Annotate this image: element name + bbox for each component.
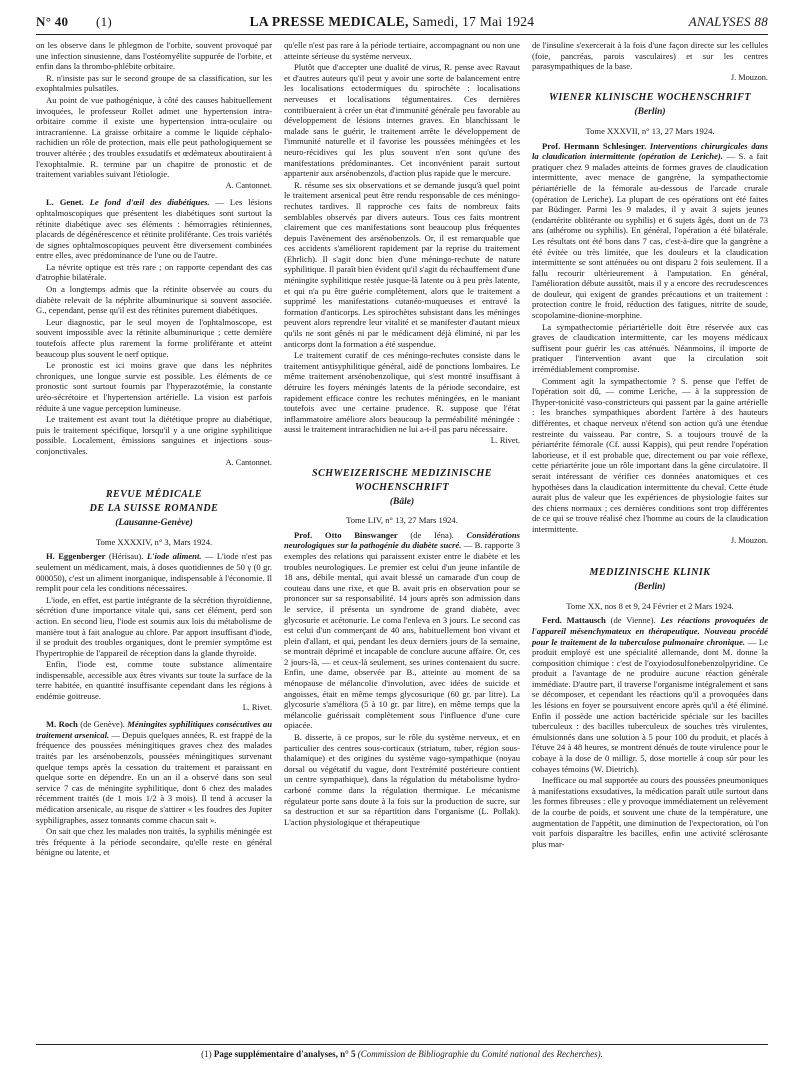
signature: L. Rivet. xyxy=(242,702,272,712)
article-affiliation: (Hérisau). xyxy=(108,551,144,562)
section-heading xyxy=(284,467,520,495)
column-2 xyxy=(284,40,520,1040)
section-tome: Tome XXXXIV, n° 3, Mars 1924. xyxy=(95,536,213,547)
paragraph: S. a fait pratiquer chez 9 malades atteints de formes graves de claudication intermittente, avec menace de gangrène, la sympathectomie périartérielle de la fémorale au-dessous de l'arcade crurale (opération de Leriche). La plupart de ces opérations ont été faites par Büdinger. Parmi les 9 malades, il y avait 3 sujets jeunes (endartérite oblitérante ou syphilis) et 6 sujets âgés, dont un de 73 ans (athérome ou syphilis). En général, l'opération a été bilatérale. Les résultats ont été bons dans 7 cas, c'est-à-dire que la gangrène a été évitée ou très limitée, que les douleurs et la claudication intermittente se sont atténuées ou ont disparu 2 fois seulement. Il a fallu recourir ultérieurement à l'amputation. En général, l'amélioration débute aussitôt, mais il y a encore des recrudescences de douleur, qui exigent de grandes précautions et un traitement : protection contre le froid, réduction des fatigues, nitrite de soude, scopolamine-dionine-morphine. xyxy=(532,151,768,321)
column-1 xyxy=(36,40,272,1040)
section-heading xyxy=(36,488,272,516)
column-3 xyxy=(532,40,768,1040)
section-city: (Bâle) xyxy=(389,496,415,507)
paragraph: L'iode n'est pas seulement un médicament, mais, à doses quotidiennes de 50 γ (0 gr. 000050), c'est un aliment inorganique, indispensable à l'économie. Il remplit pour cela les conditions nécessaires. xyxy=(36,551,272,594)
paragraph: Le traitement curatif de ces méningo-rechutes consiste dans le traitement antisyphilitique général, aidé de ponctions lombaires. Le même traitement arsénobenzolique, qui s'est montré insuffisant à détruire les foyers méningés latents de la période secondaire, est rapidement efficace contre les rechutes méningées, en le maniant toutefois avec une certaine prudence. R. suppose que l'état inflammatoire améliore alors beaucoup la perméabilité méningée : aussi le traitement intrarachidien ne lui a-t-il pas paru nécessaire. xyxy=(284,350,520,435)
paragraph: on les observe dans le phlegmon de l'orbite, souvent provoqué par une infection sinusienne, dans l'ostéomyélite suppurée de l'orbite, et enfin dans la thrombo-phlébite orbitaire. xyxy=(36,40,272,72)
page-number: 88 xyxy=(754,14,768,29)
section-tome: Tome LIV, n° 13, 27 Mars 1924. xyxy=(346,515,458,526)
issue-date: Samedi, 17 Mai 1924 xyxy=(412,14,535,29)
article-author: M. Roch xyxy=(46,719,78,730)
section-city: (Berlin) xyxy=(634,107,666,118)
section-city: (Berlin) xyxy=(634,582,666,593)
signature: L. Rivet. xyxy=(490,435,520,445)
paragraph: R. résume ses six observations et se demande jusqu'à quel point le traitement arsenical peut être rendu responsable de ces méningo-rechutes tardives. Il rapproche ces faits de nombreux faits semblables observés par divers auteurs. Tous ces faits montrent clairement que ces manifestations sont beaucoup plus fréquentes depuis l'avènement des arsénobenzols. Or, il est remarquable que ces accidents s'améliorent rapidement par la reprise du traitement (Ehrlich). Il s'agit donc bien d'une méningo-rechute de nature syphilitique. Il paraît bien évident qu'il s'agit du réchauffement d'une méningite syphilitique restée jusque-là latente ou à peu près latente, et qui n'a pu être guérie complètement, alors que le traitement a supprimé les manifestations cutanéo-muqueuses et entravé la formation d'anticorps. Les spirochètes subsistant dans les méninges peuvent alors reprendre leur vitalité et se manifester d'autant mieux qu'ils ne sont gênés ni par le médicament déjà éliminé, ni par les anticorps dont la formation a été suspendue. xyxy=(284,179,520,349)
article-title: L'iode aliment. xyxy=(146,551,202,562)
paragraph: On sait que chez les malades non traités, la syphilis méningée est très fréquente à la période secondaire, qu'elle reste en général bénigne ou latente, et xyxy=(36,826,272,858)
section-heading-line: WOCHENSCHRIFT xyxy=(354,481,450,493)
article-author: Ferd. Mattausch xyxy=(542,615,606,626)
article-title: Méningites syphilitiques consécutives au traitement arsenical. xyxy=(36,719,272,740)
paragraph: Le traitement est avant tout la diététique propre au diabétique, puis le traitement spécifique, lorsqu'il y a une origine syphilitique possible. Localement, émissions sanguines et injections sous-conjonctivales. xyxy=(36,414,272,456)
section-tome: Tome XX, nos 8 et 9, 24 Février et 2 Mars 1924. xyxy=(566,600,734,611)
signature: A. Cantonnet. xyxy=(225,180,272,190)
section-label xyxy=(648,14,768,30)
footer-italic-text: (Commission de Bibliographie du Comité national des Recherches). xyxy=(357,1049,603,1059)
article-affiliation: (de Genève). xyxy=(80,719,125,730)
article-title: Considérations neurologiques sur la pathogénie du diabète sucré. xyxy=(284,529,520,551)
article-affiliation: (de Iéna). xyxy=(410,529,454,540)
paragraph: Depuis quelques années, R. est frappé de la fréquence des poussées méningitiques graves chez des malades traités par les arsénobenzols, poussées méningitiques survenant quelque temps après la cessation du traitement et paraissant en quelque sorte en dépendre. En un an il a observé dans son seul service 7 cas de méningite syphilitique, dont 6 chez des malades récemment traités (de 1 mois 1/2 à 3 mois). Il tend à accuser la médication arsenicale, au risque de s'attirer « les foudres des Jupiter syphiligraphes, assez tonnants comme chacun sait ». xyxy=(36,729,272,825)
paragraph: B. rapporte 3 exemples des relations qui paraissent exister entre le diabète et les troubles neurologiques. Le premier est celui d'un jeune infantile de 18 ans, débile mental, qui avait blessé un camarade d'un coup de couteau dans une rixe, et que B. avait pris en observation pour se prononcer sur sa responsabilité. 14 jours après son admission dans le service, il présenta un syndrome de grand diabète, avec glycosurie et acétonurie. Le coma l'enleva en 3 jours. Le second cas est celui d'un commerçant de 40 ans, habituellement bon vivant et plein d'allant, et qui, pendant les deux derniers jours de la semaine, se montrait déprimé et incapable de conclure aucune affaire. Or, ces 2 jours-là, — et ceux-là seulement, ses urines contenaient du sucre. Enfin, une dame, observée par B., atteinte au moment de sa ménopause de mélancolie d'involution, avec idées de suicide et angoisses, était en même temps glycosurique (60 gr. par litre). La glycosurie s'améliora (5 à 10 gr. par litre), en même temps que la mélancolie guérissait complètement sous l'influence d'une cure opiacée. xyxy=(284,540,520,731)
article-affiliation: (de Vienne). xyxy=(610,615,656,626)
article-title: Le fond d'œil des diabétiques. xyxy=(89,197,210,208)
article-title: Les réactions provoquées de l'appareil mésenchymateux en thérapeutique. Nouveau procédé pour le traitement de la tuberculose pulmonaire chronique. xyxy=(532,615,768,647)
paragraph: Plutôt que d'accepter une dualité de virus, R. pense avec Ravaut et d'autres auteurs qu'il peut y avoir une sorte de balancement entre les localisations ectodermiques du spirochète : localisations nerveuses et localisations tégumentaires. Ces dernières contribueraient à créer un état d'immunité générale peu favorable au développement de lésions internes graves. En blanchissant le malade sans le guérir, le traitement arrête le développement de l'immunité naturelle et il favorise les poussées méningées et les neuro-récidives qui les plus souvent n'en sont qu'une des manifestations prédominantes. Cet inconvénient parait surtout appartenir aux arsénobenzols, d'action plus rapide que le mercure. xyxy=(284,62,520,179)
section-tome: Tome XXXVII, n° 13, 27 Mars 1924. xyxy=(585,125,715,136)
footnote-mark: (1) xyxy=(96,14,113,29)
paragraph: R. n'insiste pas sur le second groupe de sa classification, sur les exophtalmies pulsatiles. xyxy=(36,72,272,94)
article-author: H. Eggenberger xyxy=(46,551,106,562)
section-heading-line: DE LA SUISSE ROMANDE xyxy=(89,503,219,515)
paragraph: Au point de vue pathogénique, à côté des causes habituellement invoquées, le professeur Rollet admet une hypertension intra-orbitaire comme il existe une hypertension intra-oculaire ou intracranienne. La graisse orbitaire a comme le liquide céphalo-rachidien un rôle de protection, mais elle peut pathologiquement se trouver altérée ; des troubles exsudatifs et œdémateux aboutiraient à l'exophtalmie. R. termine par un chapitre de pronostic et de traitement variables suivant l'étiologie. xyxy=(36,94,272,180)
signature: A. Cantonnet. xyxy=(225,457,272,467)
paragraph: Comment agit la sympathectomie ? S. pense que l'effet de l'opération soit dû, — comme Leriche, — à la suppression de l'hyper-tonicité vaso-constricteurs qui passent par la gaine artérielle : les branches sympathiques abordent l'artère à des hauteurs différentes, et chaque nerveux n'étend son action qu'à une étendue restreinte du vaisseau. Par contre, S. a toujours trouvé de la périartérite fémorale (Cf. aussi Kappis), qui peut rendre l'opération laborieuse, et il est probable que, directement ou par voie réflexe, cette périartérite joue un rôle important dans la gêne circulatoire. Il serait intéressant de vérifier ces données anatomiques et ces hypothèses dans la claudication intermittente du cheval. Cette étude aurait plus de valeur que les expériences de physiologie faites sur des chiens normaux ; ces dernières conditions sont trop différentes de ce qui se trouve réalisé chez l'homme au cours de la claudication intermittente. xyxy=(532,375,768,534)
footer-bold-text: Page supplémentaire d'analyses, n° 5 xyxy=(213,1049,356,1059)
page-footer xyxy=(36,1044,768,1059)
section-city: (Lausanne-Genève) xyxy=(115,518,193,529)
article-title: Interventions chirurgicales dans la claudication intermittente (opération de Leriche). xyxy=(532,140,768,162)
article-binswanger: Prof. Otto Binswanger (de Iéna). Considérations neurologiques sur la pathogénie du diabète sucré. — B. rapporte 3 exemples des relations qui paraissent exister entre le diabète et les troubles neurologiques. Le premier est celui d'un jeune infantile de 18 ans, débile mental, qui avait blessé un camarade d'un coup de couteau dans une rixe, et que B. avait pris en observation pour se prononcer sur sa responsabilité. 14 jours après son admission dans le service, il présenta un syndrome de grand diabète, avec glycosurie et acétonurie. Le coma l'enleva en 3 jours. Le second cas est celui d'un commerçant de 40 ans, habituellement bon vivant et plein d'allant, et qui, pendant les deux derniers jours de la semaine, se montrait déprimé et incapable de conclure aucune affaire. Or, ces 2 jours-là, — et ceux-là seulement, ses urines contenaient du sucre. Enfin, une dame, observée par B., atteinte au moment de sa ménopause de mélancolie d'involution, avec idées de suicide et angoisses, était en même temps glycosurique (60 gr. par litre). La glycosurie s'améliora (5 à 10 gr. par litre), en même temps que la mélancolie guérissait complètement sous l'influence d'une cure opiacée. xyxy=(284,529,520,731)
article-author: L. Genet. xyxy=(46,197,84,208)
signature: J. Mouzon. xyxy=(730,535,768,545)
paragraph: Le produit employé est une spécialité allemande, dont M. donne la composition chimique : c'est de l'oxyiodosulfonebenzolpyridine. Ce produit a l'avantage de ne produire aucune réaction générale immédiate. D'autre part, il traverse l'organisme intégralement et sans se décomposer, et cependant les réactions qu'il a provoquées dans les lésions en foyer se poursuivent encore après qu'il a été éliminé. Enfin il possède une action bactéricide spéciale sur les bacilles tuberculeux : des bacilles tuberculeux de souches très virulentes, émulsionnés dans une solution à 5 pour 100 du produit, et placés à l'étuve 24 à 48 heures, se montrent dénués de toute virulence pour le cobaye à la dose de 0 milligr. 5, dose mortelle à coup sûr pour les cobayes témoins (W. Dietrich). xyxy=(532,636,768,774)
paragraph: La sympathectomie périartérielle doit être réservée aux cas graves de claudication intermittente, car les moyens médicaux suffisent pour guérir les cas atténués. Néanmoins, il importe de pratiquer l'intervention avant que la circulation soit irrémédiablement compromise. xyxy=(532,321,768,375)
journal-name: LA PRESSE MEDICALE, xyxy=(249,14,409,29)
paragraph: Les lésions ophtalmoscopiques que présentent les diabétiques sont surtout la rétinite diabétique avec ses éléments : hémorragies rétiniennes, placards de dégénérescence et rétinite proliférante. Ces trois variétés de signes ophtalmoscopiques peuvent être diversement combinées entre elles, avec prédominance de l'une ou de l'autre. xyxy=(36,197,272,261)
paragraph: Le pronostic est ici moins grave que dans les néphrites chroniques, une longue survie est possible. Les éléments de ce pronostic sont surtout fournis par l'hyperazotémie, la constante uréo-sécrétoire et l'hypertension artérielle. La vision est parfois réduite à une vague perception lumineuse. xyxy=(36,360,272,413)
paragraph: Inefficace ou mal supportée au cours des poussées pneumoniques à manifestations exsudatives, la médication paraît utile surtout dans les formes fibreuses : elle y provoque immédiatement un relèvement de la courbe de poids, et souvent une chute de la température, une augmentation de l'appétit, une diminution de l'expectoration, où l'on voit parfois disparaître les bacilles, enfin une activité sclérosante plus mar- xyxy=(532,775,768,849)
page-header xyxy=(36,10,768,35)
journal-title xyxy=(136,14,648,30)
article-mattausch: Ferd. Mattausch (de Vienne). Les réactions provoquées de l'appareil mésenchymateux en thérapeutique. Nouveau procédé pour le traitement de la tuberculose pulmonaire chronique. — Le produit employé est une spécialité allemande, dont M. donne la composition chimique : c'est de l'oxyiodosulfonebenzolpyridine. Ce produit a l'avantage de ne produire aucune réaction générale immédiate. D'autre part, il traverse l'organisme intégralement et sans se décomposer, et cependant les réactions qu'il a provoquées dans les lésions en foyer se poursuivent encore après qu'il a été éliminé. Enfin il possède une action bactéricide spéciale sur les bacilles tuberculeux : des bacilles tuberculeux de souches très virulentes, émulsionnés dans une solution à 5 pour 100 du produit, et placés à l'étuve 24 à 48 heures, se montrent dénués de toute virulence pour le cobaye à la dose de 0 milligr. 5, dose mortelle à coup sûr pour les cobayes témoins (W. Dietrich). xyxy=(532,615,768,774)
paragraph: On a longtemps admis que la rétinite observée au cours du diabète relevait de la néphrite albuminurique si souvent associée. G., cependant, pense qu'il est des rétinites purement diabétiques. xyxy=(36,284,272,316)
section-heading: WIENER KLINISCHE WOCHENSCHRIFT xyxy=(548,92,752,104)
newspaper-page xyxy=(36,10,768,1072)
article-schlesinger: Prof. Hermann Schlesinger. Interventions chirurgicales dans la claudication intermittente (opération de Leriche). — S. a fait pratiquer chez 9 malades atteints de formes graves de claudication intermittente, avec menace de gangrène, la sympathectomie périartérielle de la fémorale au-dessous de l'arcade crurale (opération de Leriche). La plupart de ces opérations ont été faites par Büdinger. Parmi les 9 malades, il y avait 3 sujets jeunes (endartérite oblitérante ou syphilis) et 6 sujets âgés, dont un de 73 ans (athérome ou syphilis). En général, l'opération a été bilatérale. Les résultats ont été bons dans 7 cas, c'est-à-dire que la gangrène a été évitée ou très limitée, que les douleurs et la claudication intermittente se sont atténuées ou ont disparu 2 fois seulement. Il a fallu recourir ultérieurement à l'amputation. En général, l'amélioration débute aussitôt, mais il y a encore des recrudescences de douleur, qui exigent de grandes précautions et un traitement : protection contre le froid, réduction des fatigues, nitrite de soude, scopolamine-dionine-morphine. xyxy=(532,140,768,321)
columns xyxy=(36,40,768,1040)
article-roch: M. Roch (de Genève). Méningites syphilitiques consécutives au traitement arsenical. — Depuis quelques années, R. est frappé de la fréquence des poussées méningitiques graves chez des malades traités par les arsénobenzols, poussées méningitiques survenant quelque temps après la cessation du traitement et paraissant en quelque sorte en dépendre. En un an il a observé dans son seul service 7 cas de méningite syphilitique, dont 6 chez des malades récemment traités (de 1 mois 1/2 à 3 mois). Il tend à accuser la médication arsenicale, au risque de s'attirer « les foudres des Jupiter syphiligraphes, assez tonnants comme chacun sait ». xyxy=(36,719,272,825)
paragraph: Enfin, l'iode est, comme toute substance alimentaire indispensable, accessible aux êtres vivants sur toute la surface de la terre habitée, en quantité insuffisante cependant dans les régions à endémie goitreuse. xyxy=(36,659,272,702)
issue-number: N° 40 xyxy=(36,14,69,29)
section-heading-line: REVUE MÉDICALE xyxy=(105,489,203,501)
signature: J. Mouzon. xyxy=(730,72,768,82)
paragraph: La névrite optique est très rare ; on rapporte cependant des cas d'atrophie bilatérale. xyxy=(36,261,272,283)
footer-mark: (1) xyxy=(201,1049,212,1059)
paragraph: B. disserte, à ce propos, sur le rôle du système nerveux, et en particulier des centres sous-corticaux (striatum, tuber, région sous-thalamique) et des origines du système vago-sympathique (noyau dorsal ou végétatif du vague, dont l'extrémité postérieure contient un centre sympathique), dans la régulation du métabolisme hydro-carboné comme dans la régulation thermique. Le mécanisme régulateur porte sans doute à la fois sur la production de sucre, sur sa destruction et sur sa répartition dans l'organisme (L. Pollak). L'action physiologique et thérapeutique xyxy=(284,732,520,827)
section-name: ANALYSES xyxy=(688,14,751,29)
section-heading: MEDIZINISCHE KLINIK xyxy=(589,567,711,579)
section-heading-line: SCHWEIZERISCHE MEDIZINISCHE xyxy=(312,467,492,479)
paragraph: de l'insuline s'exercerait à la fois d'une façon directe sur les cellules (foie, pancréas, parois vasculaires) et sur les centres parasympathiques de la base. xyxy=(532,40,768,72)
paragraph: Leur diagnostic, par le seul moyen de l'ophtalmoscope, est souvent impossible avec la rétinite albuminurique ; cette dernière toutefois affecte plus rarement la forme proliférante et atteint beaucoup plus souvent le nerf optique. xyxy=(36,316,272,359)
article-genet: L. Genet. Le fond d'œil des diabétiques. — Les lésions ophtalmoscopiques que présentent les diabétiques sont surtout la rétinite diabétique avec ses éléments : hémorragies rétiniennes, placards de dégénérescence et rétinite proliférante. Ces trois variétés de signes ophtalmoscopiques peuvent être diversement combinées entre elles, avec prédominance de l'une ou de l'autre. xyxy=(36,197,272,261)
paragraph: qu'elle n'est pas rare à la période tertiaire, accompagnant ou non une atteinte sérieuse du système nerveux. xyxy=(284,40,520,61)
article-author: Prof. Otto Binswanger xyxy=(294,529,398,540)
article-eggenberger: H. Eggenberger (Hérisau). L'iode aliment. — L'iode n'est pas seulement un médicament, mais, à doses quotidiennes de 50 γ (0 gr. 000050), c'est un aliment inorganique, indispensable à l'économie. Il remplit pour cela les conditions nécessaires. xyxy=(36,551,272,594)
article-author: Prof. Hermann Schlesinger. xyxy=(542,140,647,151)
paragraph: L'iode, en effet, est partie intégrante de la sécrétion thyroïdienne, sécrétion d'une importance vitale qui, sans cet élément, perd son action. En second lieu, l'iode est soumis aux lois du métabolisme de manière tout à fait analogue au chlore. Par apport insuffisant d'iode, il se produit des troubles organiques, dont le premier symptôme est l'hypertrophie de l'appareil de réception dans la glande thyroïde. xyxy=(36,594,272,658)
